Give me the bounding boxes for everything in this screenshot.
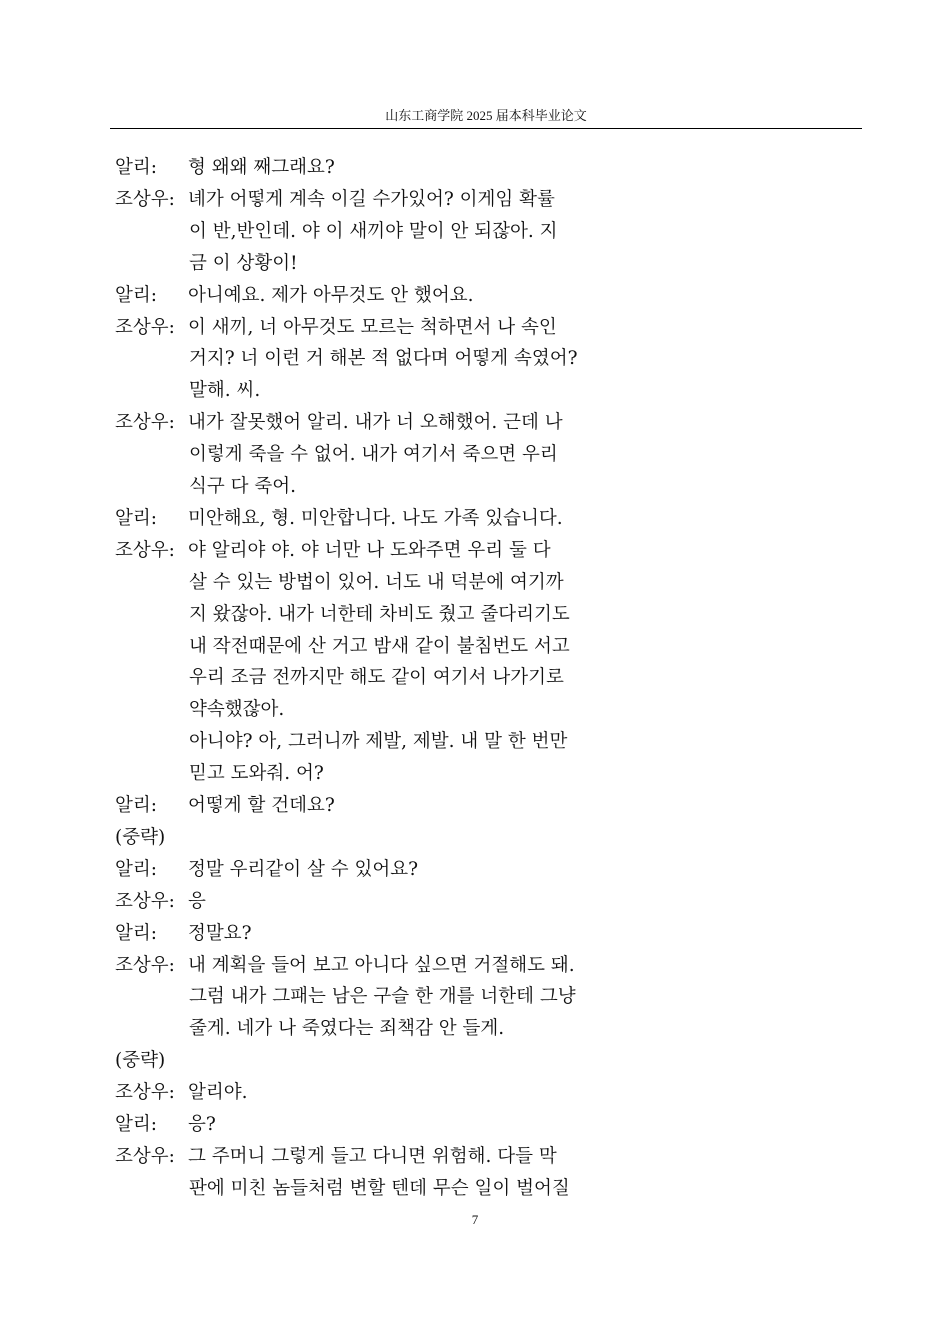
dialogue-line: [115, 248, 855, 280]
dialogue-line: [115, 886, 855, 918]
dialogue-text: 이렇게 죽을 수 없어. 내가 여기서 죽으면 우리: [189, 444, 558, 466]
dialogue-text: 정말요?: [188, 922, 252, 944]
dialogue-line: [115, 471, 855, 503]
dialogue-line: [115, 758, 855, 790]
dialogue-text: 알리야.: [188, 1082, 248, 1104]
dialogue-line: [115, 152, 855, 184]
dialogue-line: [115, 439, 855, 471]
dialogue-line: [115, 822, 855, 854]
dialogue-text: 말해. 씨.: [189, 380, 261, 402]
dialogue-text: 그럼 내가 그패는 남은 구슬 한 개를 너한테 그냥: [189, 986, 576, 1008]
dialogue-line: [115, 918, 855, 950]
dialogue-text: 미안해요, 형. 미안합니다. 나도 가족 있습니다.: [188, 507, 563, 529]
dialogue-line: [115, 981, 855, 1013]
dialogue-line: [115, 726, 855, 758]
page-number: 7: [471, 1212, 479, 1227]
dialogue-line: [115, 950, 855, 982]
speaker-label: 조상우:: [115, 954, 175, 976]
dialogue-text: 식구 다 죽어.: [189, 476, 296, 497]
dialogue-text: 야 알리야 야. 야 너만 나 도와주면 우리 둘 다: [188, 539, 551, 561]
dialogue-line: [115, 694, 855, 726]
dialogue-line: [115, 662, 855, 694]
dialogue-line: [115, 1141, 855, 1173]
dialogue-text: 내 계획을 들어 보고 아니다 싶으면 거절해도 돼.: [188, 954, 575, 976]
dialogue-text: 믿고 도와줘. 어?: [189, 763, 324, 785]
speaker-label: 조상우:: [115, 412, 175, 434]
dialogue-text: 거지? 너 이런 거 해본 적 없다며 어떻게 속였어?: [189, 348, 578, 370]
dialogue-text: 응: [188, 890, 206, 912]
dialogue-line: [115, 503, 855, 535]
dialogue-line: [115, 599, 855, 631]
dialogue-line: [115, 790, 855, 822]
dialogue-line: [115, 280, 855, 312]
speaker-label: 조상우:: [115, 1082, 175, 1104]
speaker-label: (중략): [115, 826, 166, 848]
dialogue-line: [115, 216, 855, 248]
dialogue-text: 정말 우리같이 살 수 있어요?: [188, 858, 419, 880]
speaker-label: (중략): [115, 1050, 166, 1072]
dialogue-text: 줄게. 네가 나 죽였다는 죄책감 안 들게.: [189, 1018, 505, 1040]
dialogue-line: [115, 1173, 855, 1205]
dialogue-line: [115, 1045, 855, 1077]
speaker-label: 알리:: [115, 507, 157, 529]
speaker-label: 알리:: [115, 922, 157, 944]
dialogue-text: 녜가 어떻게 계속 이길 수가있어? 이게임 확률: [188, 188, 555, 210]
dialogue-text: 이 새끼, 너 아무것도 모르는 척하면서 나 속인: [188, 316, 557, 338]
dialogue-text: 내 작전때문에 산 거고 밤새 같이 불침번도 서고: [189, 635, 570, 657]
dialogue-text: 판에 미친 놈들처럼 변할 텐데 무슨 일이 벌어질: [189, 1177, 570, 1199]
dialogue-line: [115, 631, 855, 663]
speaker-label: 조상우:: [115, 539, 175, 561]
dialogue-line: [115, 375, 855, 407]
speaker-label: 알리:: [115, 157, 157, 178]
speaker-label: 조상우:: [115, 890, 175, 912]
dialogue-text: 형 왜왜 째그래요?: [188, 157, 335, 178]
dialogue-text: 어떻게 할 건데요?: [188, 795, 335, 816]
page-header: 山东工商学院 2025 届本科毕业论文: [385, 108, 587, 123]
dialogue-text: 응?: [188, 1114, 216, 1135]
dialogue-text: 아니야? 아, 그러니까 제발, 제발. 내 말 한 번만: [189, 731, 568, 753]
dialogue-line: [115, 407, 855, 439]
speaker-label: 조상우:: [115, 1145, 175, 1167]
speaker-label: 알리:: [115, 858, 157, 880]
dialogue-line: [115, 535, 855, 567]
dialogue-text: 살 수 있는 방법이 있어. 너도 내 덕분에 여기까: [189, 571, 564, 593]
speaker-label: 조상우:: [115, 188, 175, 210]
dialogue-line: [115, 1013, 855, 1045]
speaker-label: 알리:: [115, 795, 157, 816]
dialogue-text: 지 왔잖아. 내가 너한테 차비도 줬고 줄다리기도: [189, 603, 570, 625]
dialogue-text: 금 이 상황이!: [189, 252, 298, 274]
dialogue-line: [115, 1109, 855, 1141]
speaker-label: 조상우:: [115, 316, 175, 338]
dialogue-text: 아니예요. 제가 아무것도 안 했어요.: [188, 284, 474, 306]
dialogue-line: [115, 1077, 855, 1109]
dialogue-line: [115, 184, 855, 216]
dialogue-text: 그 주머니 그렇게 들고 다니면 위험해. 다들 막: [188, 1145, 557, 1167]
dialogue-text: 내가 잘못했어 알리. 내가 너 오해했어. 근데 나: [188, 412, 563, 434]
speaker-label: 알리:: [115, 1114, 157, 1135]
dialogue-text: 이 반,반인데. 야 이 새끼야 말이 안 되잖아. 지: [189, 220, 558, 242]
dialogue-line: [115, 854, 855, 886]
dialogue-line: [115, 343, 855, 375]
dialogue-line: [115, 567, 855, 599]
speaker-label: 알리:: [115, 284, 157, 306]
dialogue-text: 약속했잖아.: [189, 699, 285, 721]
dialogue-text: 우리 조금 전까지만 해도 같이 여기서 나가기로: [189, 667, 564, 689]
dialogue-line: [115, 312, 855, 344]
